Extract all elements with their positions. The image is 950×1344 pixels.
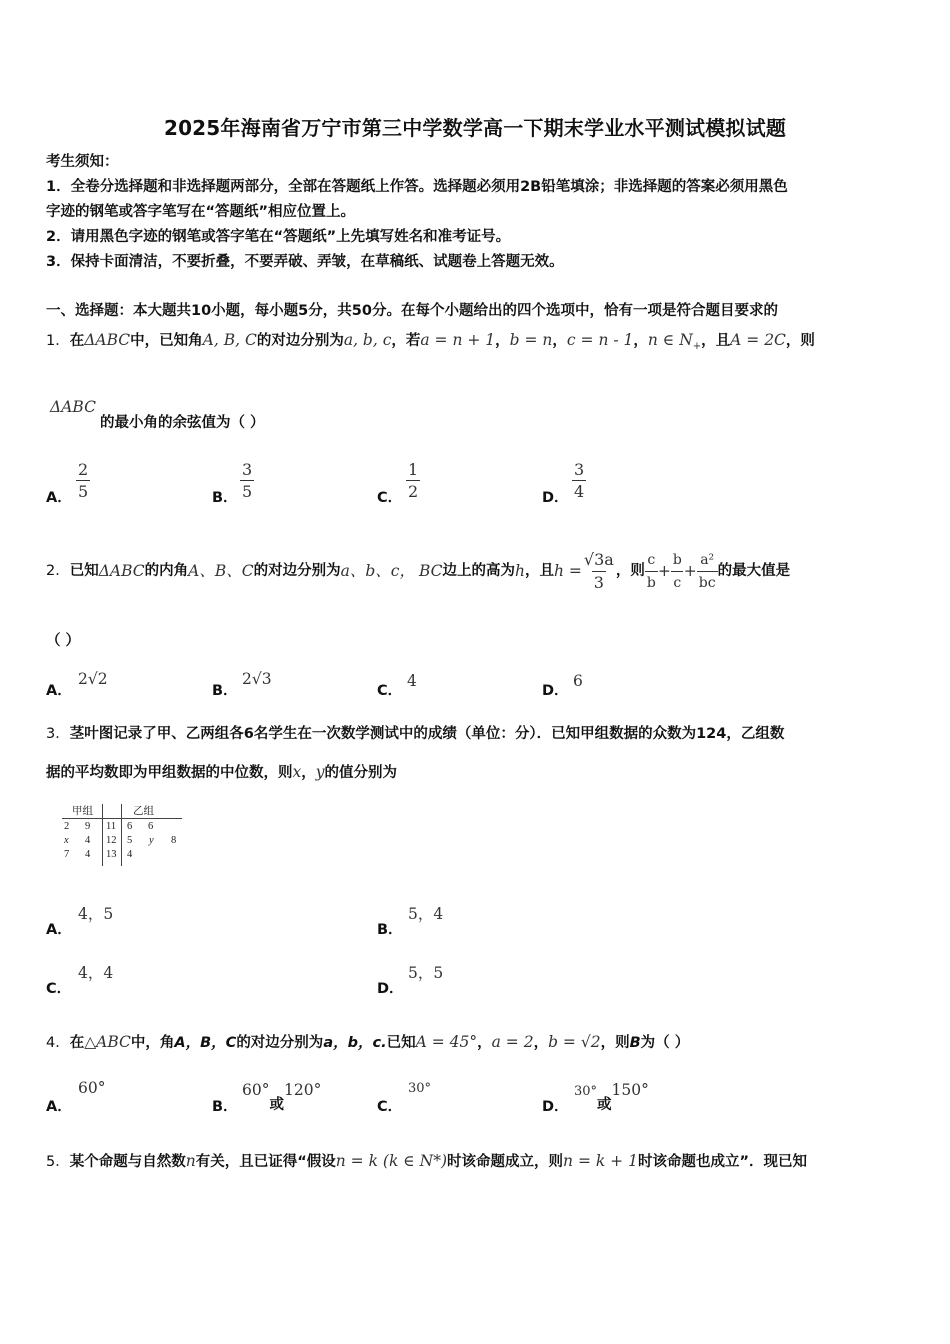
stem-leaf-left-header: 甲组	[72, 806, 93, 817]
q3-option-a: 4，5	[78, 905, 114, 923]
q1-option-d-label: D．	[542, 490, 569, 506]
q1-option-b-label: B．	[212, 490, 238, 506]
q3-option-b-label: B．	[377, 922, 403, 938]
question-3: 3．茎叶图记录了甲、乙两组各6名学生在一次数学测试中的成绩（单位：分）．已知甲组数据的众数为124，乙组数	[46, 726, 785, 742]
q4-option-d-label: D．	[542, 1099, 569, 1115]
page-title: 2025年海南省万宁市第三中学数学高一下期末学业水平测试模拟试题	[163, 116, 787, 140]
leaf-right: 4	[127, 849, 133, 860]
stem-leaf-header-rule	[62, 818, 182, 819]
leaf-right-unknown-y: y	[149, 835, 154, 846]
leaf-left: 4	[85, 835, 91, 846]
q3-option-d-label: D．	[377, 981, 404, 997]
q3-option-a-label: A．	[46, 922, 72, 938]
leaf-left: 4	[85, 849, 91, 860]
q2-option-d-label: D．	[542, 683, 569, 699]
stem-value: 11	[106, 821, 117, 832]
q1-option-d: $\frac{3}{4}$	[574, 460, 585, 501]
q1-option-b: $\frac{3}{5}$	[242, 460, 253, 501]
stem-leaf-right-divider	[121, 804, 122, 866]
notice-item-2: 2．请用黑色字迹的钢笔或答字笔在“答题纸”上先填写姓名和准考证号。	[46, 229, 511, 245]
question-2: 2． 已知 ΔABC 的内角 A、B、C 的对边分别为 a、b、c， BC 边上的高为 h ，且 h = $\frac{√3a}{3}$ ，则 $\frac{c}{b}$ + $\frac{b}{c}$ + $\frac{\text{a²}}{bc}$ 的最大值是	[46, 549, 791, 592]
q1-option-c: $\frac{1}{2}$	[408, 460, 419, 501]
stem-leaf-plot	[58, 800, 188, 868]
q2-height-fraction: $\frac{√3a}{3}$	[583, 549, 614, 592]
q4-option-b: 60°或120°	[242, 1081, 322, 1113]
q4-option-c: 30°	[408, 1081, 432, 1096]
leaf-left: 9	[85, 821, 91, 832]
q3-option-b: 5，4	[408, 905, 444, 923]
notice-item-3: 3．保持卡面清洁，不要折叠，不要弄破、弄皱，在草稿纸、试题卷上答题无效。	[46, 254, 564, 270]
q4-option-d: 30°或150°	[574, 1081, 649, 1113]
stem-value: 12	[106, 835, 117, 846]
leaf-left: 2	[64, 821, 70, 832]
leaf-left: 7	[64, 849, 70, 860]
q3-option-d: 5，5	[408, 964, 444, 982]
q2-option-a-label: A．	[46, 683, 72, 699]
notice-heading: 考生须知：	[46, 154, 119, 170]
q2-answer-paren: （ ）	[46, 633, 81, 649]
leaf-right: 5	[127, 835, 133, 846]
q2-option-d: 6	[573, 672, 583, 690]
question-4: 4．在△ABC中，角A，B，C的对边分别为a，b，c.已知A = 45°，a = 2，b = √2，则B为（ ）	[46, 1033, 690, 1051]
leaf-left-unknown-x: x	[64, 835, 69, 846]
q1-option-c-label: C．	[377, 490, 403, 506]
q3-option-c-label: C．	[46, 981, 72, 997]
q1-option-a: $\frac{2}{5}$	[78, 460, 89, 501]
question-3-cont: 据的平均数即为甲组数据的中位数，则x，y的值分别为	[46, 763, 398, 781]
question-5: 5．某个命题与自然数n有关，且已证得“假设n = k (k ∈ N*)时该命题成立，则n = k + 1时该命题也成立”．现已知	[46, 1152, 807, 1170]
q1-number: 1．	[46, 333, 70, 349]
q1-question-tail: 的最小角的余弦值为（ ）	[100, 415, 265, 431]
q2-option-b-label: B．	[212, 683, 238, 699]
q4-option-a: 60°	[78, 1079, 106, 1097]
stem-value: 13	[106, 849, 117, 860]
notice-item-1: 1．全卷分选择题和非选择题两部分，全部在答题纸上作答。选择题必须用2B铅笔填涂；非选择题的答案必须用黑色	[46, 179, 788, 195]
q2-option-c: 4	[407, 672, 417, 690]
leaf-right: 8	[171, 835, 177, 846]
q4-option-c-label: C．	[377, 1099, 403, 1115]
q2-option-c-label: C．	[377, 683, 403, 699]
stem-leaf-left-divider	[102, 804, 103, 866]
q1-option-a-label: A．	[46, 490, 72, 506]
notice-item-1-cont: 字迹的钢笔或答字笔写在“答题纸”相应位置上。	[46, 204, 356, 220]
q4-option-b-label: B．	[212, 1099, 238, 1115]
q2-option-a: 2√2	[78, 670, 108, 688]
q4-option-a-label: A．	[46, 1099, 72, 1115]
question-1: 1．在ΔABC中，已知角A, B, C的对边分别为a, b, c，若a = n + 1，b = n，c = n - 1，n ∈ $N_+$，且A = 2C，则	[46, 331, 815, 352]
q2-option-b: 2√3	[242, 670, 272, 688]
stem-leaf-right-header: 乙组	[133, 806, 154, 817]
leaf-right: 6	[148, 821, 154, 832]
leaf-right: 6	[127, 821, 133, 832]
q3-option-c: 4，4	[78, 964, 114, 982]
q1-triangle-label: ΔABC	[50, 398, 96, 416]
section-heading: 一、选择题：本大题共10小题，每小题5分，共50分。在每个小题给出的四个选项中，恰有一项是符合题目要求的	[46, 303, 778, 319]
